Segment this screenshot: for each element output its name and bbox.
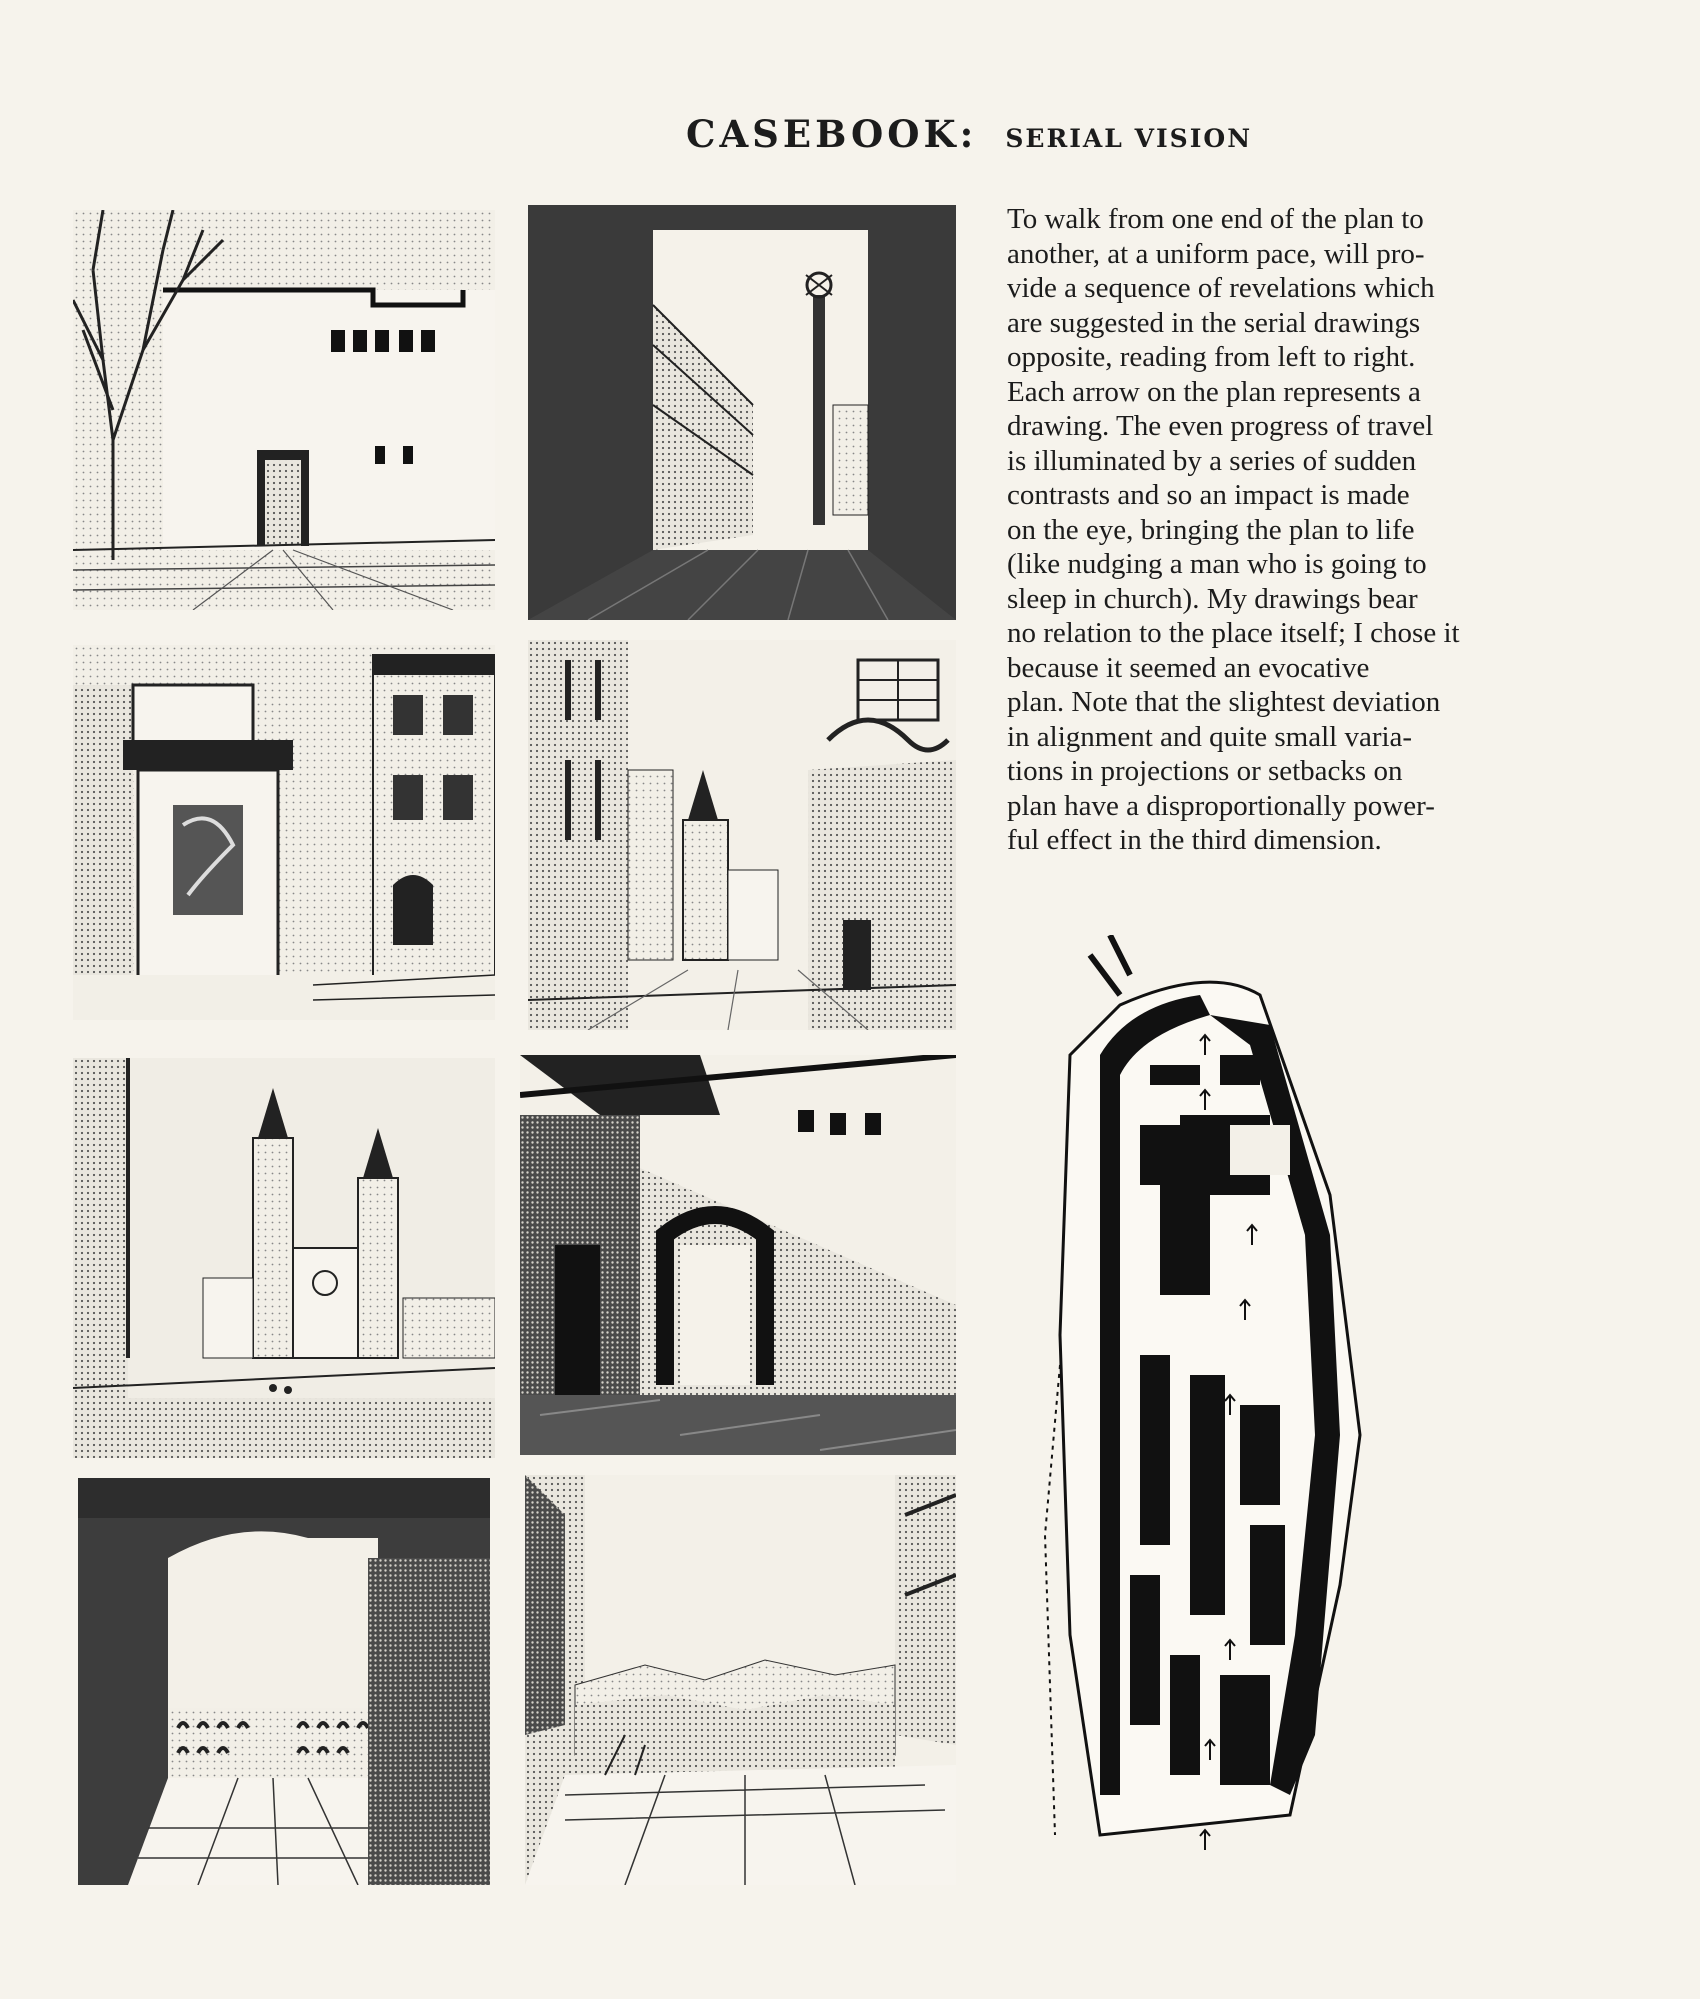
drawing-7-svg — [78, 1478, 490, 1885]
body-line: on the eye, bringing the plan to life — [1007, 513, 1415, 546]
body-line: Each arrow on the plan represents a — [1007, 375, 1421, 408]
drawing-5-twin-spires — [73, 1058, 495, 1458]
body-line: ful effect in the third dimension. — [1007, 824, 1382, 856]
body-line: plan. Note that the slightest deviation — [1007, 686, 1441, 718]
body-line: plan have a disproportionally power- — [1007, 789, 1435, 822]
drawing-1-svg — [73, 210, 495, 610]
drawing-3-svg — [73, 645, 495, 1020]
drawing-4-street-church — [528, 640, 956, 1030]
drawing-2-column-view — [528, 205, 956, 620]
body-line: in alignment and quite small varia- — [1007, 720, 1413, 753]
body-line: another, at a uniform pace, will pro- — [1007, 237, 1425, 270]
drawing-3-monument — [73, 645, 495, 1020]
body-line: (like nudging a man who is going to — [1007, 548, 1427, 580]
drawing-4-svg — [528, 640, 956, 1030]
drawing-6-archway — [520, 1055, 956, 1455]
body-line: To walk from one end of the plan to — [1007, 203, 1424, 235]
page-heading — [686, 112, 1252, 156]
body-line: drawing. The even progress of travel — [1007, 410, 1434, 442]
drawing-6-svg — [520, 1055, 956, 1455]
body-line: contrasts and so an impact is made — [1007, 479, 1410, 511]
drawing-8-svg — [525, 1475, 956, 1885]
body-line: no relation to the place itself; I chose it — [1007, 617, 1460, 649]
body-line: tions in projections or setbacks on — [1007, 755, 1403, 787]
body-line: sleep in church). My drawings bear — [1007, 582, 1418, 615]
drawing-2-svg — [528, 205, 956, 620]
body-line: because it seemed an evocative — [1007, 651, 1370, 684]
town-plan-svg — [1030, 935, 1400, 1875]
body-line: are suggested in the serial drawings — [1007, 306, 1421, 339]
heading-subtitle: SERIAL VISION — [1005, 124, 1253, 153]
drawing-7-arcaded-courtyard — [78, 1478, 490, 1885]
drawing-8-mountain-terrace — [525, 1475, 956, 1885]
body-line: vide a sequence of revelations which — [1007, 272, 1435, 304]
heading-casebook: CASEBOOK: — [686, 112, 978, 156]
town-plan — [1030, 935, 1400, 1875]
body-text — [1007, 202, 1547, 858]
drawing-1-tree-square — [73, 210, 495, 610]
body-line: opposite, reading from left to right. — [1007, 341, 1416, 373]
drawing-5-svg — [73, 1058, 495, 1458]
body-line: is illuminated by a series of sudden — [1007, 444, 1417, 477]
